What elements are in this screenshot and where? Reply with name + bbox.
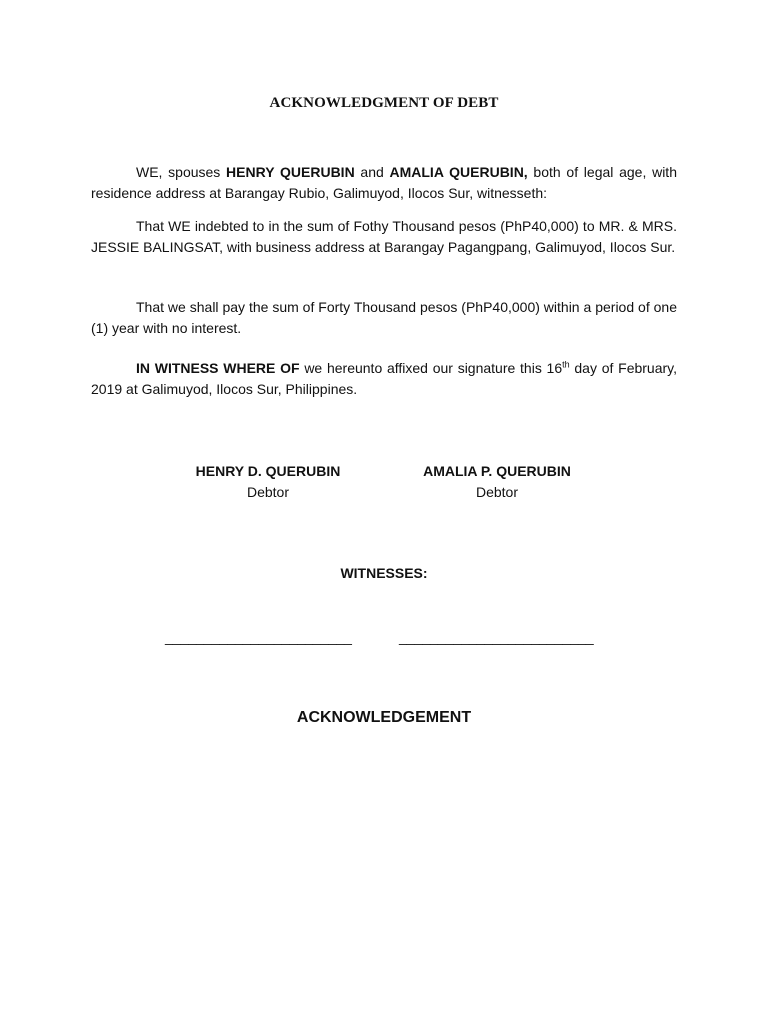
witness-signature-line: ________________________ bbox=[165, 629, 352, 645]
paragraph-text: day of February, 2019 at Galimuyod, Ilocos Sur, Philippines. bbox=[91, 360, 678, 397]
paragraph-text: both of legal age, with residence address at Barangay Rubio, Galimuyod, Ilocos Sur, witnesseth: bbox=[91, 164, 677, 201]
paragraph-text: we hereunto affixed our signature this 16 bbox=[299, 360, 563, 376]
paragraph-text: WE, spouses bbox=[136, 164, 227, 180]
signatory-name: AMALIA P. QUERUBIN bbox=[423, 463, 571, 479]
paragraph-witness-clause bbox=[91, 358, 677, 400]
witnesses-label: WITNESSES: bbox=[340, 565, 428, 581]
debtor-name-henry: HENRY QUERUBIN bbox=[226, 164, 355, 180]
acknowledgement-heading: ACKNOWLEDGEMENT bbox=[296, 709, 472, 726]
signature-block-henry bbox=[168, 461, 368, 503]
witness-clause-heading: IN WITNESS WHERE OF bbox=[136, 360, 300, 376]
paragraph-indebtedness: That WE indebted to in the sum of Fothy Thousand pesos (PhP40,000) to MR. & MRS. JESSIE BALINGSAT, with business address at Barangay Pagangpang, Galimuyod, Ilocos Sur. bbox=[91, 218, 677, 255]
ordinal-suffix: th bbox=[562, 359, 570, 370]
document-title: ACKNOWLEDGMENT OF DEBT bbox=[269, 95, 499, 111]
paragraph-payment-terms: That we shall pay the sum of Forty Thousand pesos (PhP40,000) within a period of one (1) year with no interest. bbox=[91, 299, 677, 336]
debtor-name-amalia: AMALIA QUERUBIN, bbox=[389, 164, 528, 180]
signatory-name: HENRY D. QUERUBIN bbox=[195, 463, 341, 479]
signature-block-amalia bbox=[397, 461, 597, 503]
paragraph-text: and bbox=[354, 164, 390, 180]
signatory-role: Debtor bbox=[475, 484, 519, 500]
witness-signature-line: _________________________ bbox=[399, 629, 594, 645]
signatory-role: Debtor bbox=[246, 484, 290, 500]
paragraph-parties bbox=[91, 162, 677, 204]
